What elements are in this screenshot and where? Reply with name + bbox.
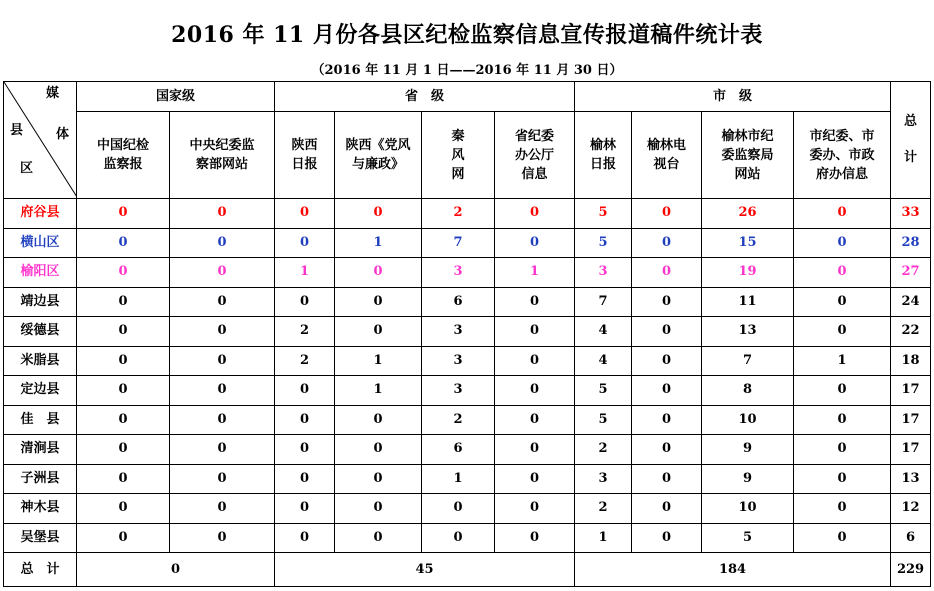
- value-cell: 0: [275, 376, 335, 406]
- table-row: [4, 228, 931, 258]
- totals-row: [4, 553, 931, 587]
- value-cell: 10: [702, 405, 794, 435]
- value-cell: 0: [170, 317, 275, 347]
- value-cell: 7: [702, 346, 794, 376]
- county-name: 佳 县: [4, 405, 77, 435]
- value-cell: 9: [702, 464, 794, 494]
- value-cell: 0: [495, 376, 575, 406]
- value-cell: 6: [422, 287, 495, 317]
- column-header: 中央纪委监 察部网站: [170, 112, 275, 199]
- value-cell: 13: [702, 317, 794, 347]
- value-cell: 0: [632, 258, 702, 288]
- value-cell: 1: [495, 258, 575, 288]
- table-row: [4, 494, 931, 524]
- value-cell: 0: [335, 435, 422, 465]
- value-cell: 0: [275, 523, 335, 553]
- value-cell: 0: [495, 199, 575, 229]
- value-cell: 1: [335, 228, 422, 258]
- table-row: [4, 435, 931, 465]
- totals-label: 总 计: [4, 553, 77, 587]
- value-cell: 0: [77, 405, 170, 435]
- group-total: [891, 82, 931, 199]
- value-cell: 0: [335, 405, 422, 435]
- value-cell: 0: [632, 199, 702, 229]
- table-row: [4, 258, 931, 288]
- value-cell: 0: [275, 228, 335, 258]
- value-cell: 11: [702, 287, 794, 317]
- value-cell: 0: [77, 435, 170, 465]
- value-cell: 0: [77, 464, 170, 494]
- value-cell: 0: [495, 523, 575, 553]
- value-cell: 0: [794, 464, 891, 494]
- value-cell: 5: [702, 523, 794, 553]
- corner-body-label: 体: [56, 127, 70, 142]
- value-cell: 0: [632, 464, 702, 494]
- value-cell: 6: [422, 435, 495, 465]
- corner-header-cell: [4, 82, 77, 199]
- value-cell: 3: [575, 258, 632, 288]
- column-header: 省纪委 办公厅 信息: [495, 112, 575, 199]
- value-cell: 10: [702, 494, 794, 524]
- county-name: 绥德县: [4, 317, 77, 347]
- county-name: 吴堡县: [4, 523, 77, 553]
- value-cell: 0: [335, 287, 422, 317]
- table-row: [4, 376, 931, 406]
- value-cell: 4: [575, 317, 632, 347]
- value-cell: 0: [495, 228, 575, 258]
- row-total: 6: [891, 523, 931, 553]
- value-cell: 5: [575, 199, 632, 229]
- value-cell: 0: [170, 199, 275, 229]
- value-cell: 0: [422, 494, 495, 524]
- value-cell: 2: [422, 405, 495, 435]
- value-cell: 0: [794, 435, 891, 465]
- column-header: 秦 风 网: [422, 112, 495, 199]
- value-cell: 0: [794, 199, 891, 229]
- column-header: 榆林电 视台: [632, 112, 702, 199]
- value-cell: 7: [422, 228, 495, 258]
- county-name: 神木县: [4, 494, 77, 524]
- row-total: 33: [891, 199, 931, 229]
- value-cell: 0: [632, 376, 702, 406]
- value-cell: 0: [77, 346, 170, 376]
- value-cell: 0: [170, 523, 275, 553]
- value-cell: 1: [275, 258, 335, 288]
- value-cell: 0: [77, 523, 170, 553]
- value-cell: 1: [575, 523, 632, 553]
- value-cell: 0: [170, 435, 275, 465]
- date-range: （2016 年 11 月 1 日——2016 年 11 月 30 日）: [311, 63, 623, 78]
- row-total: 27: [891, 258, 931, 288]
- county-name: 定边县: [4, 376, 77, 406]
- table-row: [4, 199, 931, 229]
- value-cell: 0: [794, 287, 891, 317]
- value-cell: 0: [422, 523, 495, 553]
- value-cell: 3: [422, 346, 495, 376]
- value-cell: 0: [794, 258, 891, 288]
- value-cell: 0: [77, 228, 170, 258]
- value-cell: 0: [794, 494, 891, 524]
- total-provincial: 45: [275, 553, 575, 587]
- value-cell: 0: [335, 317, 422, 347]
- corner-media-label: 媒: [46, 86, 60, 101]
- county-name: 靖边县: [4, 287, 77, 317]
- table-row: [4, 523, 931, 553]
- county-name: 横山区: [4, 228, 77, 258]
- value-cell: 3: [422, 376, 495, 406]
- value-cell: 0: [275, 199, 335, 229]
- value-cell: 0: [335, 258, 422, 288]
- value-cell: 0: [275, 464, 335, 494]
- value-cell: 0: [335, 464, 422, 494]
- value-cell: 0: [275, 435, 335, 465]
- row-total: 17: [891, 405, 931, 435]
- value-cell: 1: [335, 346, 422, 376]
- table-row: [4, 464, 931, 494]
- value-cell: 0: [170, 494, 275, 524]
- row-total: 18: [891, 346, 931, 376]
- value-cell: 0: [495, 494, 575, 524]
- value-cell: 0: [794, 317, 891, 347]
- value-cell: 15: [702, 228, 794, 258]
- value-cell: 3: [422, 258, 495, 288]
- value-cell: 0: [77, 258, 170, 288]
- row-total: 12: [891, 494, 931, 524]
- value-cell: 0: [275, 494, 335, 524]
- value-cell: 0: [632, 287, 702, 317]
- value-cell: 0: [632, 346, 702, 376]
- value-cell: 0: [77, 317, 170, 347]
- value-cell: 0: [794, 523, 891, 553]
- column-header: 榆林市纪 委监察局 网站: [702, 112, 794, 199]
- value-cell: 0: [77, 199, 170, 229]
- value-cell: 0: [170, 376, 275, 406]
- value-cell: 0: [495, 405, 575, 435]
- value-cell: 0: [632, 523, 702, 553]
- value-cell: 5: [575, 228, 632, 258]
- value-cell: 0: [632, 228, 702, 258]
- column-header: 榆林 日报: [575, 112, 632, 199]
- value-cell: 0: [335, 199, 422, 229]
- value-cell: 0: [275, 287, 335, 317]
- value-cell: 0: [794, 376, 891, 406]
- value-cell: 0: [170, 258, 275, 288]
- value-cell: 8: [702, 376, 794, 406]
- group-city: 市 级: [575, 82, 891, 112]
- value-cell: 0: [632, 494, 702, 524]
- row-total: 13: [891, 464, 931, 494]
- table-row: [4, 287, 931, 317]
- row-total: 17: [891, 435, 931, 465]
- value-cell: 1: [422, 464, 495, 494]
- value-cell: 0: [335, 523, 422, 553]
- value-cell: 0: [77, 287, 170, 317]
- value-cell: 2: [422, 199, 495, 229]
- value-cell: 19: [702, 258, 794, 288]
- value-cell: 3: [575, 464, 632, 494]
- value-cell: 0: [77, 376, 170, 406]
- value-cell: 0: [632, 435, 702, 465]
- county-name: 榆阳区: [4, 258, 77, 288]
- county-name: 米脂县: [4, 346, 77, 376]
- value-cell: 0: [170, 464, 275, 494]
- column-header: 陕西 日报: [275, 112, 335, 199]
- group-provincial: 省 级: [275, 82, 575, 112]
- value-cell: 4: [575, 346, 632, 376]
- value-cell: 9: [702, 435, 794, 465]
- county-name: 子洲县: [4, 464, 77, 494]
- value-cell: 0: [495, 346, 575, 376]
- value-cell: 0: [794, 228, 891, 258]
- value-cell: 2: [575, 435, 632, 465]
- value-cell: 0: [495, 287, 575, 317]
- value-cell: 0: [632, 317, 702, 347]
- row-total: 17: [891, 376, 931, 406]
- value-cell: 1: [794, 346, 891, 376]
- row-total: 28: [891, 228, 931, 258]
- table-row: [4, 346, 931, 376]
- corner-county-label: 县: [10, 123, 24, 138]
- county-name: 府谷县: [4, 199, 77, 229]
- value-cell: 26: [702, 199, 794, 229]
- value-cell: 0: [170, 346, 275, 376]
- value-cell: 0: [170, 287, 275, 317]
- value-cell: 2: [275, 317, 335, 347]
- value-cell: 0: [335, 494, 422, 524]
- value-cell: 5: [575, 376, 632, 406]
- page-title: 2016 年 11 月份各县区纪检监察信息宣传报道稿件统计表: [171, 22, 763, 48]
- column-header: 市纪委、市 委办、市政 府办信息: [794, 112, 891, 199]
- county-name: 清涧县: [4, 435, 77, 465]
- corner-district-label: 区: [20, 161, 34, 176]
- value-cell: 3: [422, 317, 495, 347]
- grand-total: 229: [891, 553, 931, 587]
- table-row: [4, 405, 931, 435]
- value-cell: 2: [275, 346, 335, 376]
- value-cell: 7: [575, 287, 632, 317]
- table-row: [4, 317, 931, 347]
- total-header-label: 总 计: [904, 114, 918, 165]
- value-cell: 0: [632, 405, 702, 435]
- total-city: 184: [575, 553, 891, 587]
- value-cell: 1: [335, 376, 422, 406]
- statistics-table: [3, 81, 931, 587]
- value-cell: 0: [170, 228, 275, 258]
- column-header: 陕西《党风 与廉政》: [335, 112, 422, 199]
- value-cell: 0: [170, 405, 275, 435]
- value-cell: 0: [794, 405, 891, 435]
- value-cell: 0: [275, 405, 335, 435]
- value-cell: 0: [495, 464, 575, 494]
- row-total: 24: [891, 287, 931, 317]
- value-cell: 0: [495, 317, 575, 347]
- value-cell: 2: [575, 494, 632, 524]
- group-national: 国家级: [77, 82, 275, 112]
- value-cell: 0: [77, 494, 170, 524]
- value-cell: 0: [495, 435, 575, 465]
- column-header: 中国纪检 监察报: [77, 112, 170, 199]
- row-total: 22: [891, 317, 931, 347]
- value-cell: 5: [575, 405, 632, 435]
- total-national: 0: [77, 553, 275, 587]
